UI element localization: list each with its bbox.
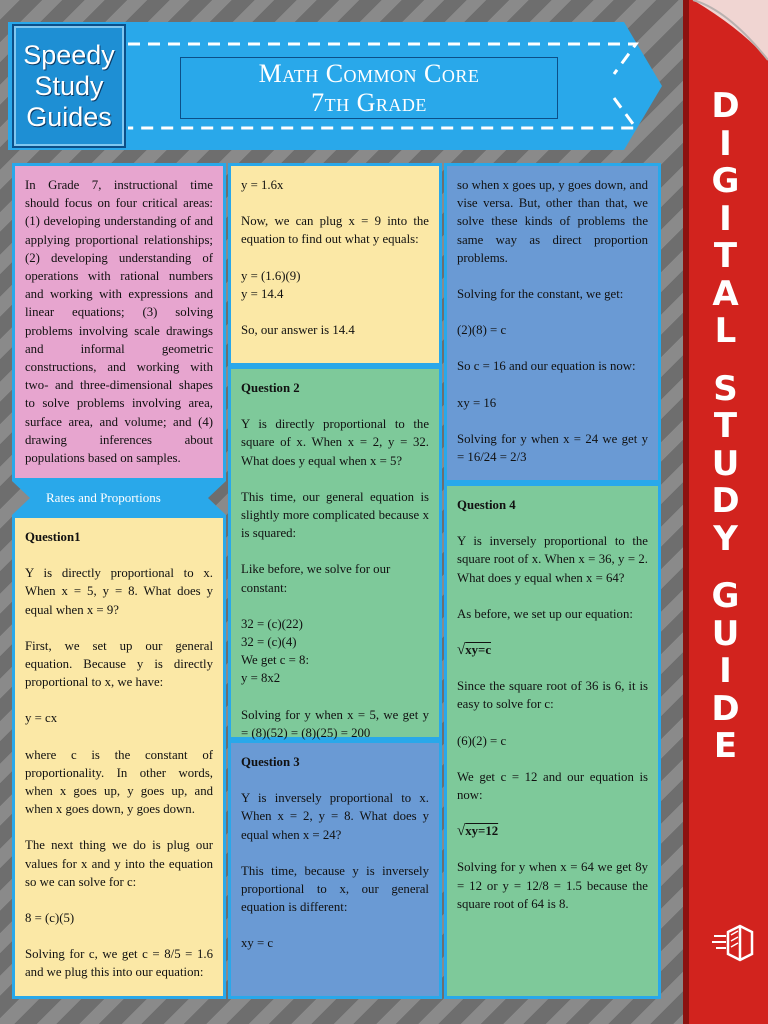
spine-letter: G <box>711 576 740 616</box>
question-3-heading: Question 3 <box>241 755 300 769</box>
q3-equation: xy = 16 <box>457 395 497 410</box>
spine-letter: U <box>711 613 740 654</box>
spine-letter: A <box>712 273 739 314</box>
page-title <box>180 57 558 119</box>
sqrt-icon: √ <box>457 642 466 659</box>
q4-text: Since the square root of 36 is 6, it is easy to solve for c: <box>457 679 648 712</box>
title-line-1: Math Common Core <box>258 59 480 88</box>
spine-letter: I <box>719 198 732 239</box>
spine-letter: T <box>713 236 738 276</box>
q1-equation-block: y = (1.6)(9) y = 14.4 <box>241 268 301 301</box>
question-2-heading: Question 2 <box>241 381 300 395</box>
q1-equation: y = 1.6x <box>241 178 284 192</box>
q4-answer: Solving for y when x = 64 we get 8y = 12 or y = 12/8 = 1.5 because the square root of 64 is 8. <box>457 860 648 911</box>
q1-text: First, we set up our general equation. Because y is directly proportional to x, we have: <box>25 638 213 690</box>
question-3-panel <box>228 740 442 999</box>
q2-text: This time, our general equation is slightly more complicated because x is squared: <box>241 489 429 541</box>
q2-text: Solving for y when x = 5, we get y = (8)(52) = (8)(25) = 200 <box>241 707 429 740</box>
question-2-panel <box>228 366 442 740</box>
intro-panel <box>12 163 226 481</box>
spine-letter: I <box>719 123 732 164</box>
spine-letter: T <box>713 406 738 446</box>
q1-text: The next thing we do is plug our values for x and y into the equation so we can solve for c: <box>25 838 213 889</box>
q1-text: where c is the constant of proportionality. In other words, when x goes up, y goes up, and when x goes down, y goes down. <box>25 747 213 817</box>
intro-text: In Grade 7, instructional time should focus on four critical areas: (1) developing understanding of and applying proportional relationships; (2) developing understanding of operations with rational numbers and working with expressions and linear equations; (3) solving problems involving scale drawings and informal geometric constructions, and working with two- and three-dimensional shapes to solve problems involving area, surface area, and volume; and (4) drawing inferences about populations based on samples. <box>25 178 213 466</box>
question-4-panel <box>444 483 661 999</box>
spine-letter: D <box>711 86 740 126</box>
brand-line-1: Speedy <box>23 39 115 70</box>
q2-text: Y is directly proportional to the square of x. When x = 2, y = 32. What does y equal when x = 5? <box>241 417 429 468</box>
q3-continued-panel <box>444 163 661 483</box>
q1-text: Y is directly proportional to x. When x = 5, y = 8. What does y equal when x = 9? <box>25 566 213 617</box>
spine-letter: D <box>711 481 740 521</box>
q3-text: so when x goes up, y goes down, and vise versa. But, other than that, we solve these kinds of problems the same way as direct proportion problems. <box>457 178 648 265</box>
q4-text: Y is inversely proportional to the square root of x. When x = 36, y = 2. What does y equal when x = 64? <box>457 534 648 585</box>
q3-text: So c = 16 and our equation is now: <box>457 359 636 374</box>
q3-equation: xy = c <box>241 936 274 951</box>
brand-logo <box>12 24 126 148</box>
title-line-2: 7th Grade <box>311 88 427 117</box>
q3-text: This time, because y is inversely proportional to x, our general equation is different: <box>241 863 429 915</box>
publisher-book-icon <box>712 922 756 966</box>
spine-letter: D <box>711 688 740 729</box>
q3-equation: (2)(8) = c <box>457 323 507 338</box>
q1-continued-panel <box>228 163 442 366</box>
spine-letter: Y <box>713 518 738 559</box>
q3-text: Solving for the constant, we get: <box>457 287 624 302</box>
sqrt-icon: √ <box>457 823 466 840</box>
q1-answer: So, our answer is 14.4 <box>241 323 355 338</box>
q1-text: Now, we can plug x = 9 into the equation to find out what y equals: <box>241 214 429 247</box>
spine-letter: U <box>711 443 740 484</box>
q4-equation: √xy=12 <box>457 823 499 840</box>
spine-letter: E <box>713 726 738 766</box>
q1-equation: y = cx <box>25 711 58 726</box>
q3-answer: Solving for y when x = 24 we get y = 16/24 = 2/3 <box>457 431 648 465</box>
spine-letter: S <box>713 368 738 409</box>
question-4-heading: Question 4 <box>457 498 516 512</box>
spine-letter: G <box>711 161 740 201</box>
q2-text: Like before, we solve for our constant: <box>241 562 391 595</box>
brand-line-3: Guides <box>26 101 112 132</box>
spine-title <box>683 88 768 766</box>
brand-line-2: Study <box>34 70 104 101</box>
q4-text: As before, we set up our equation: <box>457 606 633 621</box>
q4-text: We get c = 12 and our equation is now: <box>457 769 648 803</box>
q3-text: Y is inversely proportional to x. When x = 2, y = 8. What does y equal when x = 24? <box>241 791 429 842</box>
spine-letter: I <box>719 651 732 691</box>
question-1-heading: Question1 <box>25 530 81 544</box>
spine-letter: L <box>714 311 737 351</box>
q1-text: Solving for c, we get c = 8/5 = 1.6 and we plug this into our equation: <box>25 947 213 980</box>
q4-equation: (6)(2) = c <box>457 733 507 748</box>
q4-equation: √xy=c <box>457 642 492 659</box>
q2-equation-block: 32 = (c)(22) 32 = (c)(4) We get c = 8: y = 8x2 <box>241 616 310 686</box>
q1-equation: 8 = (c)(5) <box>25 911 75 926</box>
question-1-panel <box>12 515 226 999</box>
section-ribbon <box>12 481 226 515</box>
section-label: Rates and Proportions <box>46 490 161 505</box>
